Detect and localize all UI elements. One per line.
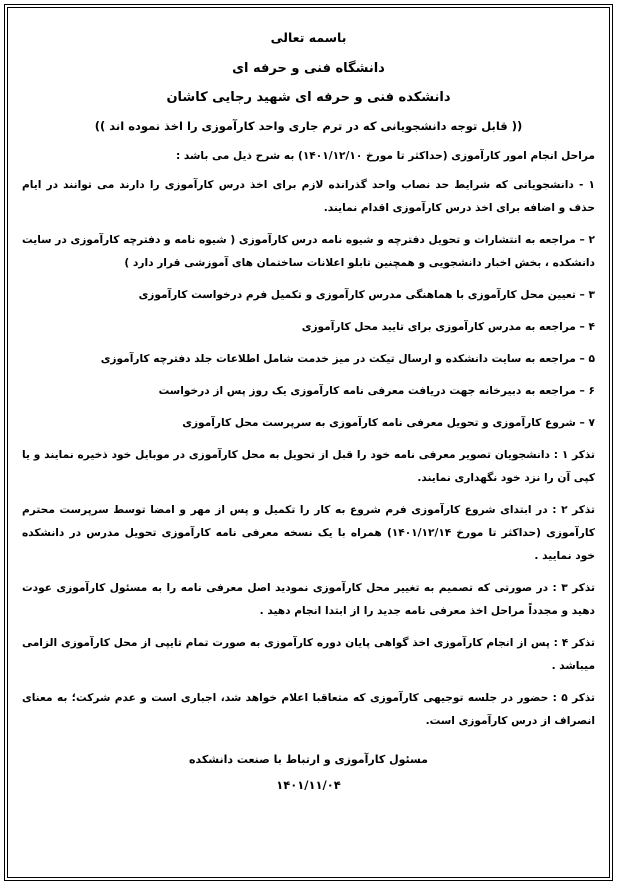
step-item-6: ۶ – مراجعه به دبیرخانه جهت دریافت معرفی نامه کارآموزی یک روز پس از درخواست bbox=[158, 384, 595, 397]
page-border bbox=[4, 4, 613, 881]
step-item-1: ۱ - دانشجویانی که شرایط حد نصاب واحد گذرانده لازم برای اخذ درس کارآموزی را دارند می توانند در ایام حذف و اضافه برای اخذ درس کارآموزی اقدام نمایند. bbox=[22, 178, 595, 214]
step-item-4: ۴ – مراجعه به مدرس کارآموزی برای تایید محل کارآموزی bbox=[301, 320, 595, 333]
note-item-5: تذکر ۵ : حضور در جلسه توجیهی کارآموزی که متعاقبا اعلام خواهد شد، اجباری است و عدم شرکت؛ به معنای انصراف از درس کارآموزی است. bbox=[22, 691, 595, 727]
note-item-3: تذکر ۳ : در صورتی که تصمیم به تغییر محل کارآموزی نمودید اصل معرفی نامه را به مسئول کارآموزی عودت دهید و مجدداً مراحل اخذ معرفی نامه جدید را از ابتدا انجام دهید . bbox=[22, 581, 595, 617]
intro-paragraph: مراحل انجام امور کارآموزی (حداکثر تا مورخ ۱۴۰۱/۱۲/۱۰) به شرح ذیل می باشد : bbox=[175, 149, 595, 162]
bismillah-heading: باسمه تعالی bbox=[270, 30, 347, 45]
document-date: ۱۴۰۱/۱۱/۰۴ bbox=[276, 777, 341, 792]
note-item-4: تذکر ۴ : پس از انجام کارآموزی اخذ گواهی پایان دوره کارآموزی به صورت تمام تایپی از محل کارآموزی الزامی میباشد . bbox=[22, 636, 595, 672]
document-body bbox=[7, 7, 610, 878]
attention-notice: (( قابل توجه دانشجویانی که در ترم جاری واحد کارآموزی را اخذ نموده اند )) bbox=[94, 119, 523, 133]
university-title: دانشگاه فنی و حرفه ای bbox=[232, 61, 385, 76]
step-item-5: ۵ – مراجعه به سایت دانشکده و ارسال تیکت در میز خدمت شامل اطلاعات جلد دفترچه کارآموزی bbox=[100, 352, 595, 365]
signature-line: مسئول کارآموزی و ارتباط با صنعت دانشکده bbox=[189, 752, 428, 766]
step-item-3: ۳ – تعیین محل کارآموزی با هماهنگی مدرس کارآموزی و تکمیل فرم درخواست کارآموزی bbox=[138, 288, 595, 301]
note-item-2: تذکر ۲ : در ابتدای شروع کارآموزی فرم شروع به کار را تکمیل و پس از مهر و امضا توسط سرپرست محترم کارآموزی (حداکثر تا مورخ ۱۴۰۱/۱۲/۱۴) همراه با یک نسخه معرفی نامه کارآموزی تحویل مدرس در دانشکده خود نمایید . bbox=[22, 503, 595, 562]
step-item-7: ۷ – شروع کارآموزی و تحویل معرفی نامه کارآموزی به سرپرست محل کارآموزی bbox=[182, 416, 595, 429]
faculty-title: دانشکده فنی و حرفه ای شهید رجایی کاشان bbox=[166, 90, 451, 105]
note-item-1: تذکر ۱ : دانشجویان تصویر معرفی نامه خود را قبل از تحویل به محل کارآموزی در موبایل خود ذخیره نمایند و یا کپی آن را نزد خود نگهداری نمایند. bbox=[22, 448, 595, 484]
step-item-2: ۲ – مراجعه به انتشارات و تحویل دفترچه و شیوه نامه درس کارآموزی ( شیوه نامه و دفترچه کارآموزی در سایت دانشکده ، بخش اخبار دانشجویی و همچنین تابلو اعلانات ساختمان های آموزشی قرار دارد ) bbox=[22, 233, 595, 269]
